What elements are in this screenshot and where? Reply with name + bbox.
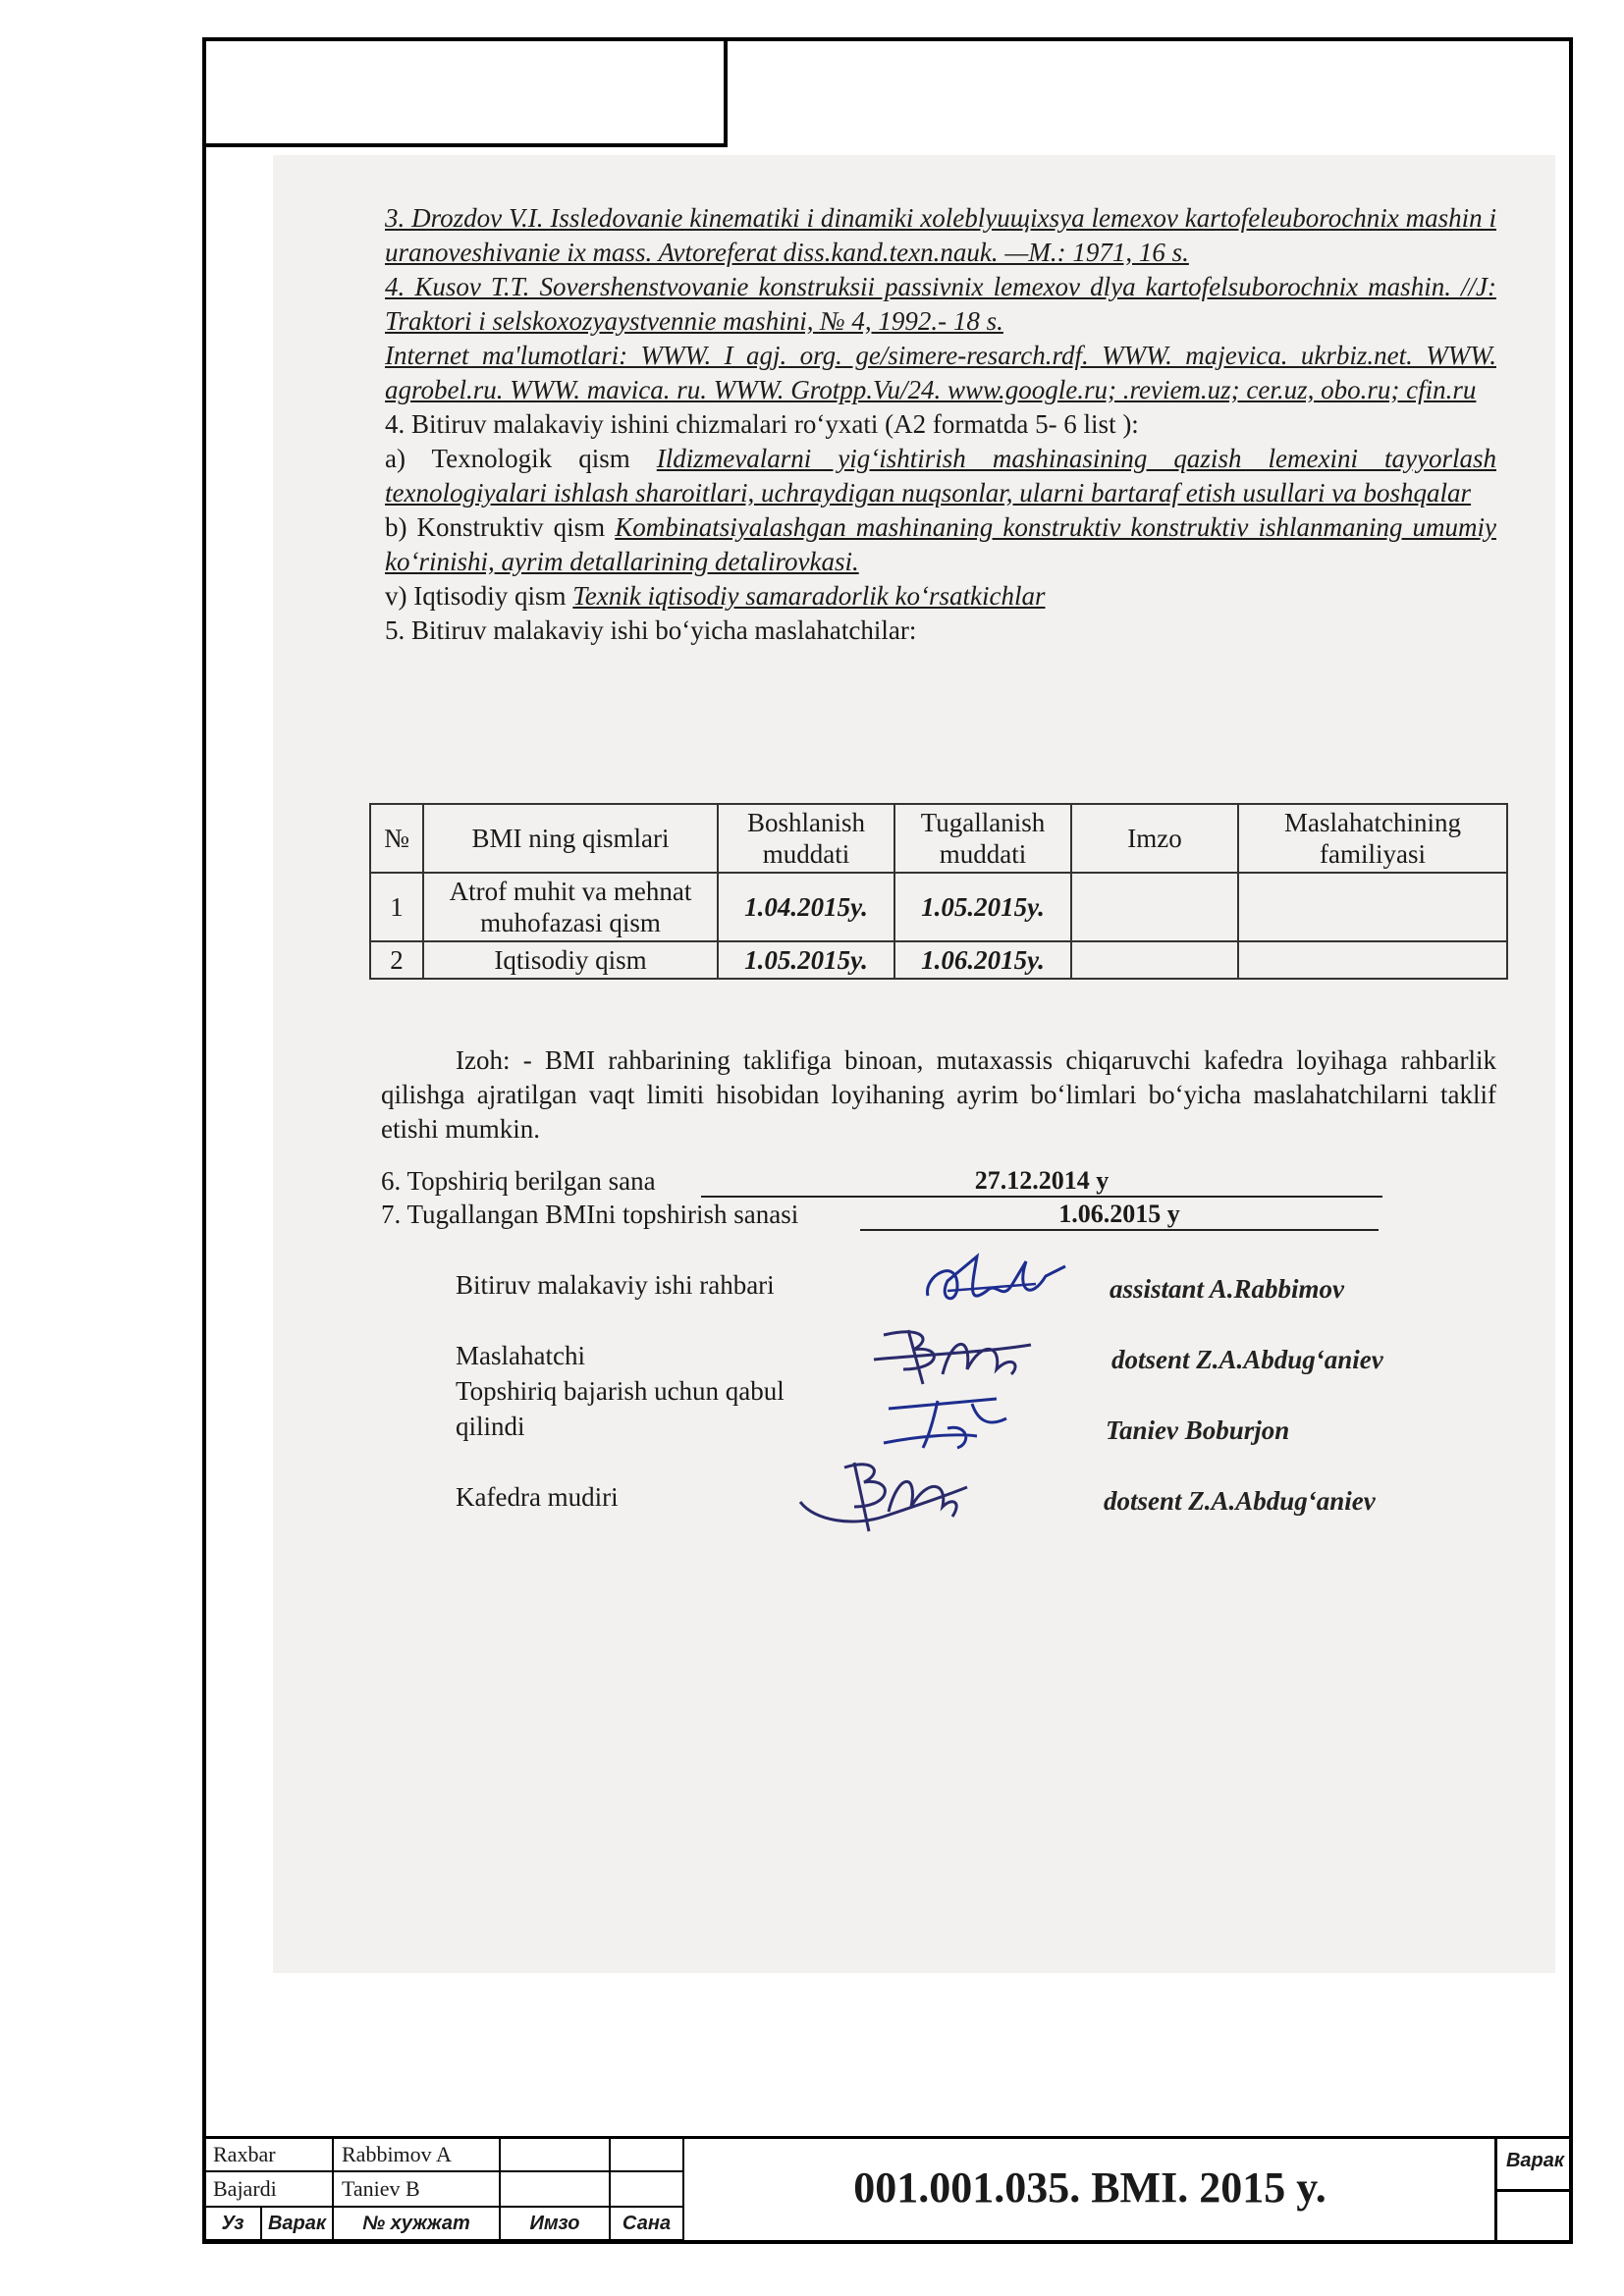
drawings-item-v bbox=[385, 579, 1496, 614]
row-sign bbox=[1071, 941, 1238, 979]
row-end: 1.06.2015y. bbox=[894, 941, 1071, 979]
tb-col-uz: Уз bbox=[205, 2208, 262, 2241]
col-start: Boshlanish muddati bbox=[718, 804, 894, 873]
drawings-item-v-label: v) Iqtisodiy qism bbox=[385, 581, 567, 611]
tb-col-imzo: Имзо bbox=[501, 2208, 611, 2241]
submit-date-value: 1.06.2015 y bbox=[860, 1200, 1379, 1231]
reference-3: 3. Drozdov V.I. Issledovanie kinematiki i dinamiki xoleblyuщixsya lemexov kartofeleuborochnix mashin i uranoveshivanie ix mass. Avtoreferat diss.kand.texn.nauk. —M.: 1971, 16 s. bbox=[385, 203, 1496, 267]
tb-sheet-label: Варак bbox=[1505, 2150, 1565, 2171]
table-header-row bbox=[370, 804, 1507, 873]
tb-raxbar-label: Raxbar bbox=[205, 2139, 334, 2172]
tb-col-sana: Сана bbox=[611, 2208, 684, 2241]
consultant-name: dotsent Z.A.Abdug‘aniev bbox=[1111, 1345, 1383, 1374]
page-content bbox=[385, 201, 1496, 648]
drawings-heading: 4. Bitiruv malakaviy ishini chizmalari ro‘yxati (A2 formatda 5- 6 list ): bbox=[385, 409, 1139, 439]
tb-col-hujjat: № хужжат bbox=[334, 2208, 501, 2241]
row-surname bbox=[1238, 941, 1507, 979]
reference-4: 4. Kusov T.T. Sovershenstvovanie konstruksii passivnix lemexov dlya kartofelsuborochnix mashin. //J: Traktori i selskoxozyaystvennie mashini, № 4, 1992.- 18 s. bbox=[385, 272, 1496, 336]
row-part: Atrof muhit va mehnat muhofazasi qism bbox=[423, 873, 718, 941]
corner-stamp-box bbox=[202, 37, 728, 147]
supervisor-label: Bitiruv malakaviy ishi rahbari bbox=[456, 1270, 775, 1300]
row-end: 1.05.2015y. bbox=[894, 873, 1071, 941]
drawings-item-a-label: a) Texnologik qism bbox=[385, 444, 630, 473]
table-row bbox=[370, 941, 1507, 979]
note-paragraph: Izoh: - BMI rahbarining taklifiga binoan, mutaxassis chiqaruvchi kafedra loyihaga rahbarlik qilishga ajratilgan vaqt limiti hisobidan loyihaning ayrim bo‘limlari bo‘yicha maslahatchilarni taklif etishi mumkin. bbox=[381, 1045, 1496, 1144]
consultants-heading: 5. Bitiruv malakaviy ishi bo‘yicha maslahatchilar: bbox=[385, 615, 917, 645]
col-surname: Maslahatchining familiyasi bbox=[1238, 804, 1507, 873]
row-start: 1.05.2015y. bbox=[718, 941, 894, 979]
row-sign bbox=[1071, 873, 1238, 941]
col-number: № bbox=[370, 804, 423, 873]
col-end: Tugallanish muddati bbox=[894, 804, 1071, 873]
supervisor-name: assistant A.Rabbimov bbox=[1110, 1274, 1345, 1304]
consultant-label: Maslahatchi bbox=[456, 1341, 585, 1370]
tb-col-varak: Варак bbox=[262, 2208, 334, 2241]
head-label: Kafedra mudiri bbox=[456, 1482, 619, 1512]
tb-bajardi-sign bbox=[501, 2172, 611, 2208]
row-part: Iqtisodiy qism bbox=[423, 941, 718, 979]
drawings-item-b bbox=[385, 510, 1496, 579]
drawings-item-v-value: Texnik iqtisodiy samaradorlik ko‘rsatkichlar bbox=[572, 581, 1046, 611]
tb-bajardi-date bbox=[611, 2172, 684, 2208]
given-date-label: 6. Topshiriq berilgan sana bbox=[381, 1166, 656, 1196]
tb-raxbar-name: Rabbimov A bbox=[334, 2139, 501, 2172]
tb-raxbar-date bbox=[611, 2139, 684, 2172]
drawings-item-a bbox=[385, 442, 1496, 510]
drawings-item-b-label: b) Konstruktiv qism bbox=[385, 512, 606, 542]
drawings-item-a-value: Ildizmevalarni yig‘ishtirish mashinasining qazish lemexini tayyorlash texnologiyalari ishlash sharoitlari, uchraydigan nuqsonlar, ularni bartaraf etish usullari va boshqalar bbox=[385, 444, 1496, 507]
row-number: 2 bbox=[370, 941, 423, 979]
tb-raxbar-sign bbox=[501, 2139, 611, 2172]
table-row bbox=[370, 873, 1507, 941]
tb-bajardi-label: Bajardi bbox=[205, 2172, 334, 2208]
row-surname bbox=[1238, 873, 1507, 941]
head-name: dotsent Z.A.Abdug‘aniev bbox=[1104, 1486, 1376, 1516]
submit-date-label: 7. Tugallangan BMIni topshirish sanasi bbox=[381, 1200, 799, 1229]
col-part: BMI ning qismlari bbox=[423, 804, 718, 873]
consultant-signature bbox=[864, 1315, 1041, 1394]
tb-sheet-line bbox=[1497, 2189, 1573, 2192]
tb-document-code: 001.001.035. BMI. 2015 y. bbox=[853, 2163, 1326, 2212]
consultants-table bbox=[369, 803, 1508, 980]
accepted-label: Topshiriq bajarish uchun qabul bbox=[456, 1376, 785, 1406]
col-sign: Imzo bbox=[1071, 804, 1238, 873]
supervisor-signature bbox=[918, 1247, 1075, 1325]
tb-bajardi-name: Taniev B bbox=[334, 2172, 501, 2208]
accepted-label-cont: qilindi bbox=[456, 1412, 525, 1441]
accepted-name: Taniev Boburjon bbox=[1106, 1415, 1290, 1445]
head-signature bbox=[795, 1448, 972, 1536]
drawings-item-b-value: Kombinatsiyalashgan mashinaning konstruktiv konstruktiv ishlanmaning umumiy ko‘rinishi, ayrim detallarining detalirovkasi. bbox=[385, 512, 1496, 576]
row-number: 1 bbox=[370, 873, 423, 941]
internet-references: Internet ma'lumotlari: WWW. I agj. org. ge/simere-resarch.rdf. WWW. majevica. ukrbiz.net. WWW. agrobel.ru. WWW. mavica. ru. WWW. Grotpp.Vu/24. www.google.ru; .reviem.uz; cer.uz, obo.ru; cfin.ru bbox=[385, 341, 1496, 404]
row-start: 1.04.2015y. bbox=[718, 873, 894, 941]
given-date-value: 27.12.2014 y bbox=[701, 1166, 1382, 1198]
